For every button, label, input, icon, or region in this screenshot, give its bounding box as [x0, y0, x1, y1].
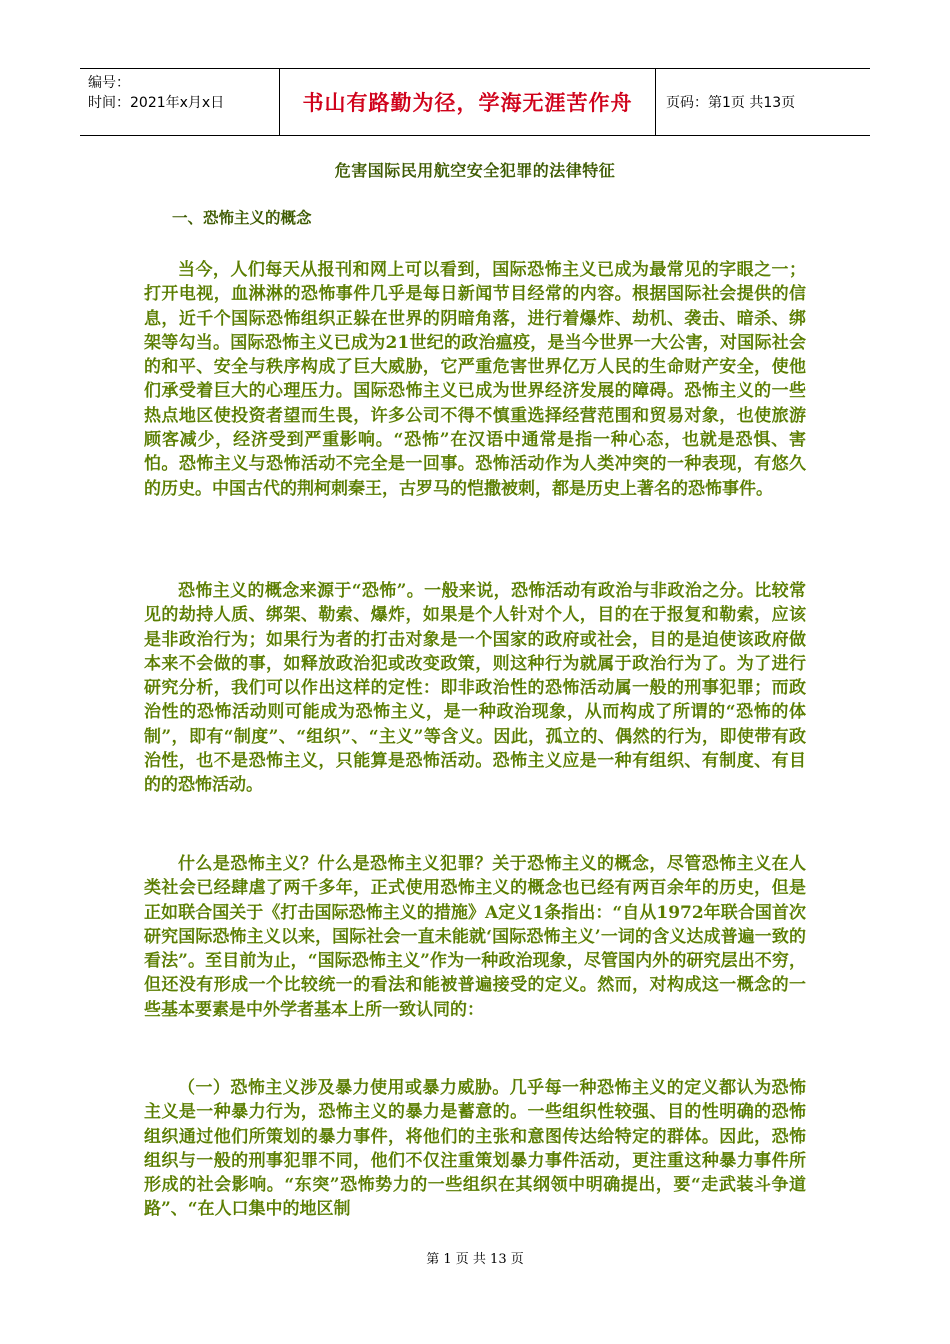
- body-paragraph: 什么是恐怖主义？什么是恐怖主义犯罪？关于恐怖主义的概念，尽管恐怖主义在人类社会已经肆虐了两千多年，正式使用恐怖主义的概念也已经有两百余年的历史，但是正如联合国关于《打击国际恐怖主义的措施》A定义1条指出：“自从1972年联合国首次研究国际恐怖主义以来，国际社会一直未能就‘国际恐怖主义’一词的含义达成普遍一致的看法”。至目前为止，“国际恐怖主义”作为一种政治现象，尽管国内外的研究层出不穷，但还没有形成一个比较统一的看法和能被普遍接受的定义。然而，对构成这一概念的一些基本要素是中外学者基本上所一致认同的：: [144, 854, 806, 1020]
- document-header: [80, 68, 870, 136]
- page-info: 页码：第1页 共13页: [666, 95, 796, 111]
- section-heading: 一、恐怖主义的概念: [172, 208, 312, 227]
- motto-text: 书山有路勤为径，学海无涯苦作舟: [302, 91, 633, 115]
- serial-number-label: 编号：: [88, 75, 130, 91]
- body-paragraph: 当今，人们每天从报刊和网上可以看到，国际恐怖主义已成为最常见的字眼之一；打开电视，血淋淋的恐怖事件几乎是每日新闻节目经常的内容。根据国际社会提供的信息，近千个国际恐怖组织正躲在世界的阴暗角落，进行着爆炸、劫机、袭击、暗杀、绑架等勾当。国际恐怖主义已成为21世纪的政治瘟疫，是当今世界一大公害，对国际社会的和平、安全与秩序构成了巨大威胁，它严重危害世界亿万人民的生命财产安全，使他们承受着巨大的心理压力。国际恐怖主义已成为世界经济发展的障碍。恐怖主义的一些热点地区使投资者望而生畏，许多公司不得不慎重选择经营范围和贸易对象，也使旅游顾客减少，经济受到严重影响。“恐怖”在汉语中通常是指一种心态，也就是恐惧、害怕。恐怖主义与恐怖活动不完全是一回事。恐怖活动作为人类冲突的一种表现，有悠久的历史。中国古代的荆柯刺秦王，古罗马的恺撒被刺，都是历史上著名的恐怖事件。: [144, 260, 806, 499]
- date-label: 时间：2021年x月x日: [88, 95, 225, 111]
- page-footer: 第 1 页 共 13 页: [426, 1252, 524, 1267]
- header-page-cell: [656, 69, 870, 135]
- body-paragraph: 恐怖主义的概念来源于“恐怖”。一般来说，恐怖活动有政治与非政治之分。比较常见的劫持人质、绑架、勒索、爆炸，如果是个人针对个人，目的在于报复和勒索，应该是非政治行为；如果行为者的打击对象是一个国家的政府或社会，目的是迫使该政府做本来不会做的事，如释放政治犯或改变政策，则这种行为就属于政治行为了。为了进行研究分析，我们可以作出这样的定性：即非政治性的恐怖活动属一般的刑事犯罪；而政治性的恐怖活动则可能成为恐怖主义，是一种政治现象，从而构成了所谓的“恐怖的体制”，即有“制度”、“组织”、“主义”等含义。因此，孤立的、偶然的行为，即使带有政治性，也不是恐怖主义，只能算是恐怖活动。恐怖主义应是一种有组织、有制度、有目的的恐怖活动。: [144, 581, 806, 796]
- header-meta-cell: [80, 69, 280, 135]
- body-paragraph: （一）恐怖主义涉及暴力使用或暴力威胁。几乎每一种恐怖主义的定义都认为恐怖主义是一种暴力行为，恐怖主义的暴力是蓄意的。一些组织性较强、目的性明确的恐怖组织通过他们所策划的暴力事件，将他们的主张和意图传达给特定的群体。因此，恐怖组织与一般的刑事犯罪不同，他们不仅注重策划暴力事件活动，更注重这种暴力事件所形成的社会影响。“东突”恐怖势力的一些组织在其纲领中明确提出，要“走武装斗争道路”、“在人口集中的地区制: [144, 1078, 806, 1220]
- document-title: 危害国际民用航空安全犯罪的法律特征: [334, 161, 616, 180]
- header-motto-cell: [280, 69, 656, 135]
